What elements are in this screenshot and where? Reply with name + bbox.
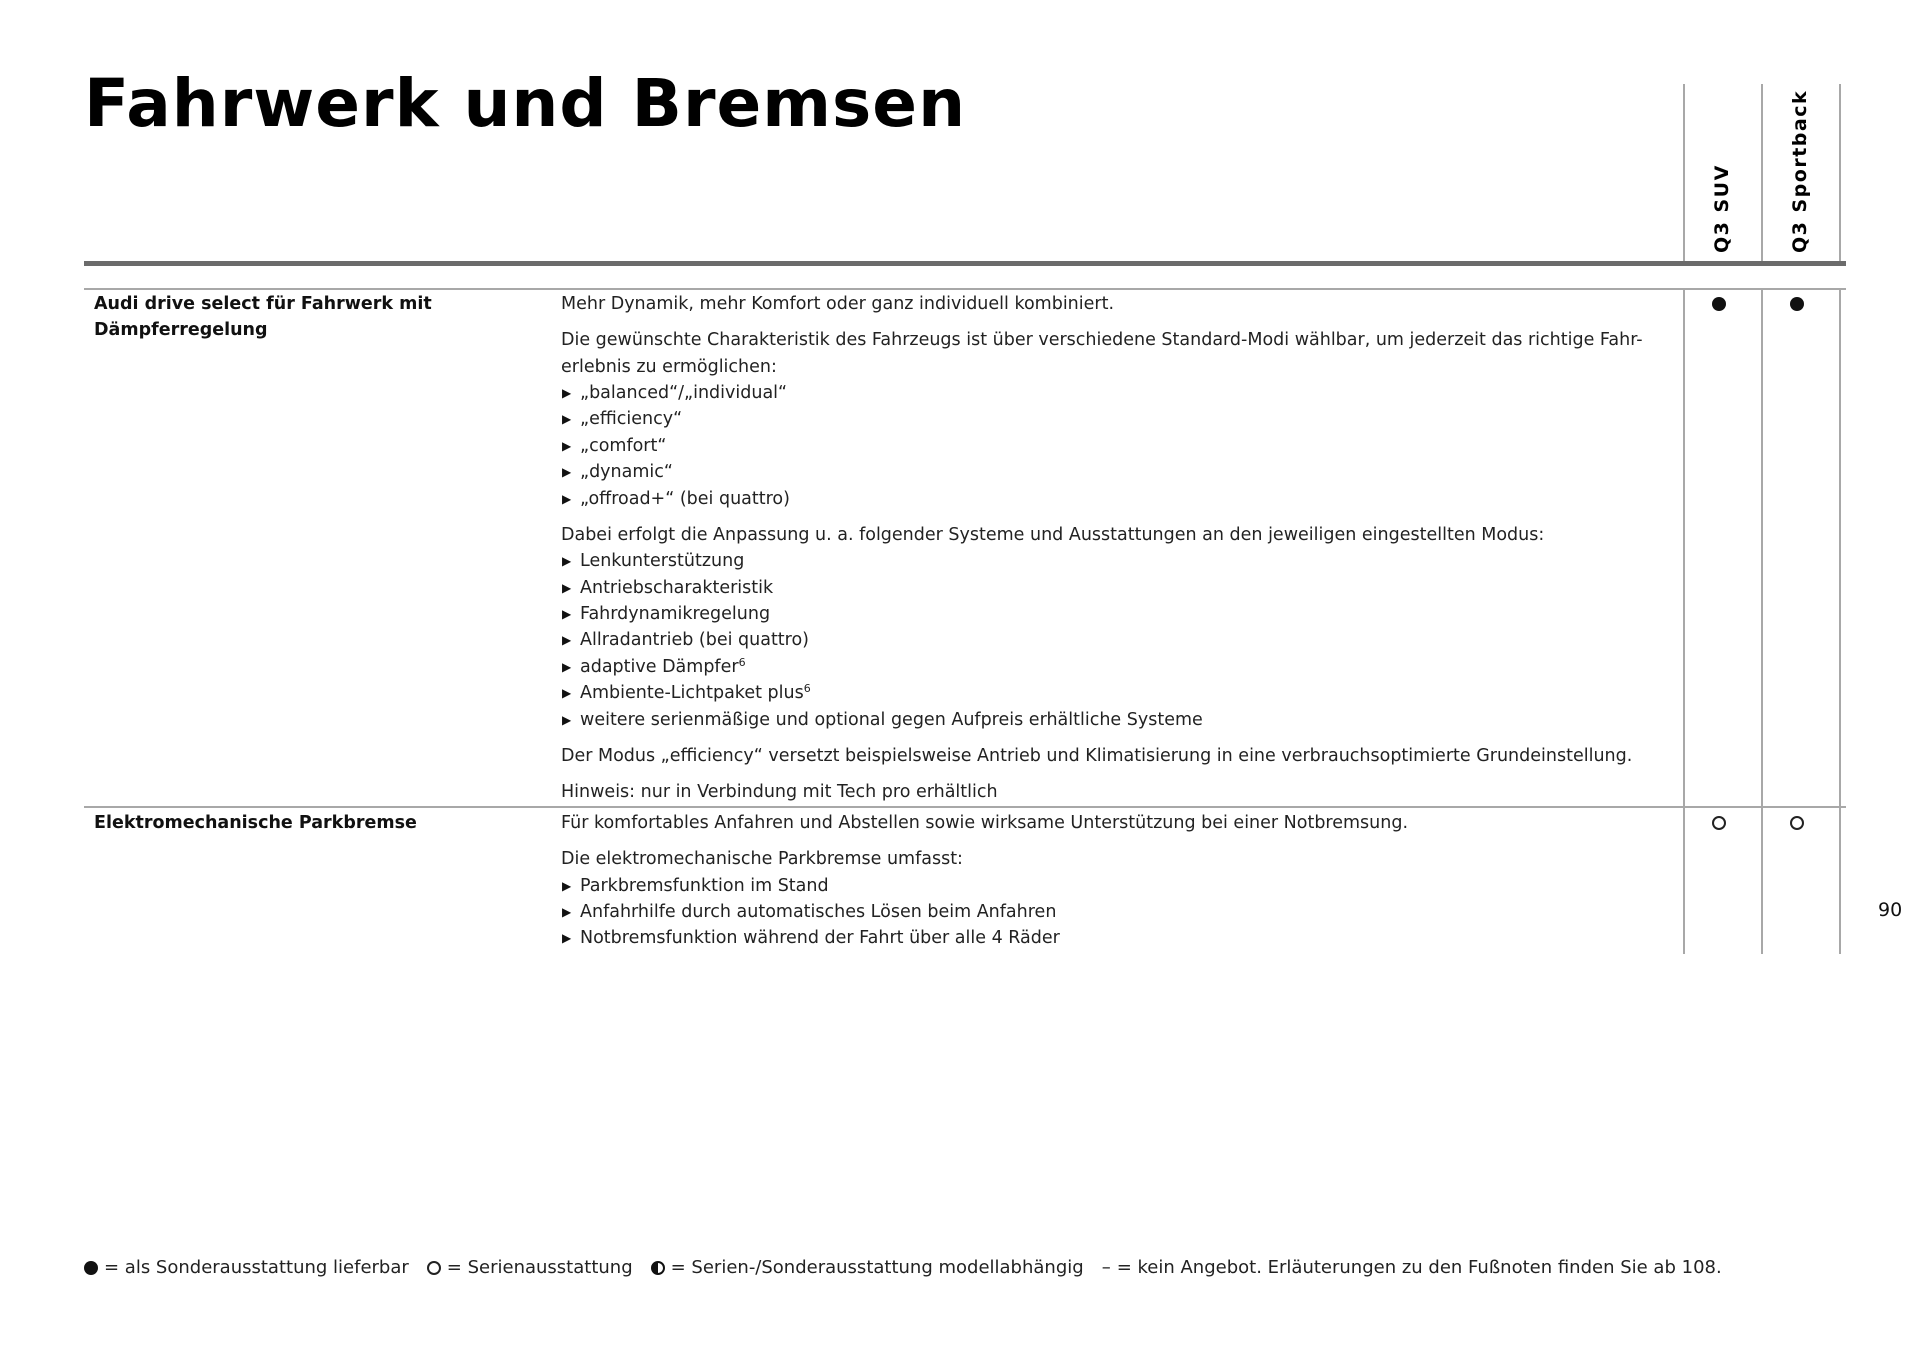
row-description-parkbremse <box>561 810 1671 962</box>
system-list <box>561 548 1671 733</box>
triangle-right-icon: ▶ <box>562 659 572 674</box>
list-item: ▶ Parkbremsfunktion im Stand <box>561 873 1671 899</box>
triangle-right-icon: ▶ <box>562 878 572 893</box>
triangle-right-icon: ▶ <box>562 386 572 401</box>
triangle-right-icon: ▶ <box>562 491 572 506</box>
filled-circle-icon <box>1712 297 1726 311</box>
list-item: ▶ Allradantrieb (bei quattro) <box>561 627 1671 653</box>
list-item: ▶ „dynamic“ <box>561 459 1671 485</box>
row-note: Hinweis: nur in Verbindung mit Tech pro erhältlich <box>561 782 998 803</box>
row-intro: Für komfortables Anfahren und Abstellen sowie wirksame Unterstützung bei einer Notbremsung. <box>561 813 1409 833</box>
row-label-audi-drive-select: Audi drive select für Fahrwerk mit Dämpferregelung <box>94 294 432 340</box>
column-header-q3-suv: Q3 SUV <box>1711 164 1733 253</box>
row-paragraph: Der Modus „efficiency“ versetzt beispielsweise Antrieb und Klimatisierung in eine verbrauchsoptimierte Grundeinstellung. <box>561 745 1633 766</box>
legend-item-model-dependent: = Serien-/Sonderausstattung modellabhängig <box>651 1255 1084 1281</box>
column-divider <box>1761 84 1763 261</box>
column-divider <box>1839 288 1841 954</box>
list-item: ▶ „efficiency“ <box>561 406 1671 432</box>
filled-circle-icon <box>1790 297 1804 311</box>
triangle-right-icon: ▶ <box>562 607 572 622</box>
triangle-right-icon: ▶ <box>562 905 572 920</box>
row-intro: Mehr Dynamik, mehr Komfort oder ganz individuell kombiniert. <box>561 294 1115 314</box>
triangle-right-icon: ▶ <box>562 438 572 453</box>
dash-symbol: – <box>1101 1257 1111 1278</box>
mode-list <box>561 380 1671 512</box>
empty-circle-icon <box>427 1261 441 1275</box>
header-rule <box>84 261 1846 266</box>
row-description-audi-drive-select <box>561 291 1671 806</box>
list-item: ▶ Lenkunterstützung <box>561 548 1671 574</box>
column-divider <box>1839 84 1841 261</box>
list-item: ▶ adaptive Dämpfer$^6$ <box>561 654 1671 680</box>
row-label-parkbremse: Elektromechanische Parkbremse <box>94 813 417 833</box>
empty-circle-icon <box>1790 816 1804 830</box>
legend-item-none: – = kein Angebot. Erläuterungen zu den Fußnoten finden Sie ab 108. <box>1102 1255 1722 1281</box>
row-paragraph: Die elektromechanische Parkbremse umfasst: <box>561 849 963 870</box>
triangle-right-icon: ▶ <box>562 554 572 569</box>
empty-circle-icon <box>1712 816 1726 830</box>
feature-list <box>561 873 1671 952</box>
list-item: ▶ Anfahrhilfe durch automatisches Lösen beim Anfahren <box>561 899 1671 925</box>
triangle-right-icon: ▶ <box>562 465 572 480</box>
list-item: ▶ „comfort“ <box>561 433 1671 459</box>
triangle-right-icon: ▶ <box>562 580 572 595</box>
triangle-right-icon: ▶ <box>562 686 572 701</box>
triangle-right-icon: ▶ <box>562 712 572 727</box>
half-circle-icon <box>651 1261 665 1275</box>
list-item: ▶ „balanced“/„individual“ <box>561 380 1671 406</box>
row-separator <box>84 288 1846 290</box>
legend-item-standard: = Serienausstattung <box>427 1255 633 1281</box>
legend <box>84 1255 1740 1281</box>
column-divider <box>1761 288 1763 954</box>
column-divider <box>1683 288 1685 954</box>
page-title: Fahrwerk und Bremsen <box>84 65 967 142</box>
triangle-right-icon: ▶ <box>562 633 572 648</box>
triangle-right-icon: ▶ <box>562 931 572 946</box>
list-item: ▶ Fahrdynamikregelung <box>561 601 1671 627</box>
legend-item-optional: = als Sonderausstattung lieferbar <box>84 1255 409 1281</box>
row-paragraph: Die gewünschte Charakteristik des Fahrzeugs ist über verschiedene Standard-Modi wählbar, um jederzeit das richtige Fahr-erlebnis zu ermöglichen: <box>561 330 1643 377</box>
list-item: ▶ weitere serienmäßige und optional gegen Aufpreis erhältliche Systeme <box>561 707 1671 733</box>
row-separator <box>84 806 1846 808</box>
list-item: ▶ „offroad+“ (bei quattro) <box>561 486 1671 512</box>
triangle-right-icon: ▶ <box>562 412 572 427</box>
column-divider <box>1683 84 1685 261</box>
row-paragraph: Dabei erfolgt die Anpassung u. a. folgender Systeme und Ausstattungen an den jeweiligen eingestellten Modus: <box>561 524 1545 545</box>
filled-circle-icon <box>84 1261 98 1275</box>
list-item: ▶ Antriebscharakteristik <box>561 575 1671 601</box>
footnote-ref: 6 <box>803 682 811 696</box>
column-header-q3-sportback: Q3 Sportback <box>1789 89 1811 253</box>
list-item: ▶ Notbremsfunktion während der Fahrt über alle 4 Räder <box>561 925 1671 951</box>
footnote-ref: 6 <box>738 655 746 669</box>
list-item: ▶ Ambiente-Lichtpaket plus$^6$ <box>561 680 1671 706</box>
page-number: 90 <box>1878 899 1903 921</box>
